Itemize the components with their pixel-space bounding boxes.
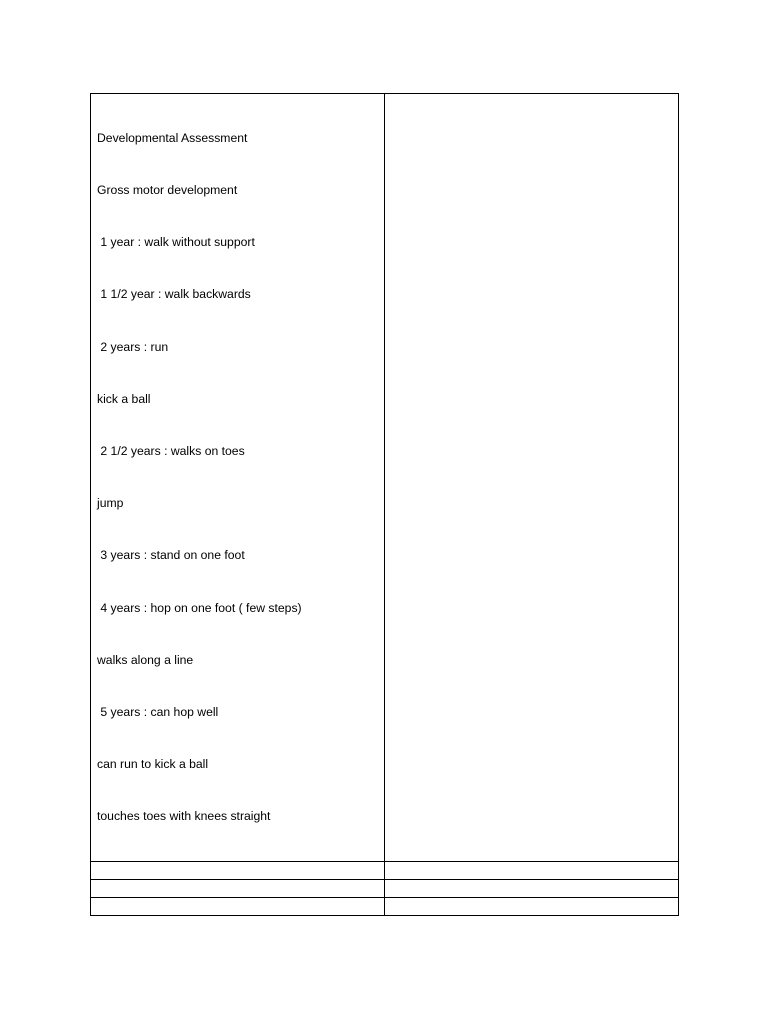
text-line: 5 years : can hop well [97, 705, 219, 720]
table-cell-right [385, 879, 679, 897]
text-line: 2 years : run [97, 339, 169, 354]
text-line: kick a ball [97, 391, 151, 406]
text-line: 2 1/2 years : walks on toes [97, 444, 245, 459]
table-row [91, 879, 679, 897]
text-line: walks along a line [97, 652, 194, 667]
text-line: 4 years : hop on one foot ( few steps) [97, 600, 302, 615]
cell-text-block [385, 94, 678, 95]
text-line: jump [97, 496, 124, 511]
table-row [91, 897, 679, 915]
text-line: 1 1/2 year : walk backwards [97, 287, 251, 302]
table-cell-right [385, 861, 679, 879]
table-cell-right [385, 94, 679, 862]
table-row [91, 94, 679, 862]
table-title: Developmental Assessment [97, 130, 248, 145]
text-line: can run to kick a ball [97, 757, 209, 772]
table-row [91, 861, 679, 879]
table-cell-left [91, 897, 385, 915]
cell-text-block [91, 94, 384, 861]
assessment-table [90, 93, 679, 916]
table-cell-left [91, 879, 385, 897]
section-heading: Gross motor development [97, 183, 238, 198]
text-line: 3 years : stand on one foot [97, 548, 245, 563]
table-cell-left [91, 861, 385, 879]
table-cell-left [91, 94, 385, 862]
table-cell-right [385, 897, 679, 915]
text-line: touches toes with knees straight [97, 809, 271, 824]
text-line: 1 year : walk without support [97, 235, 255, 250]
